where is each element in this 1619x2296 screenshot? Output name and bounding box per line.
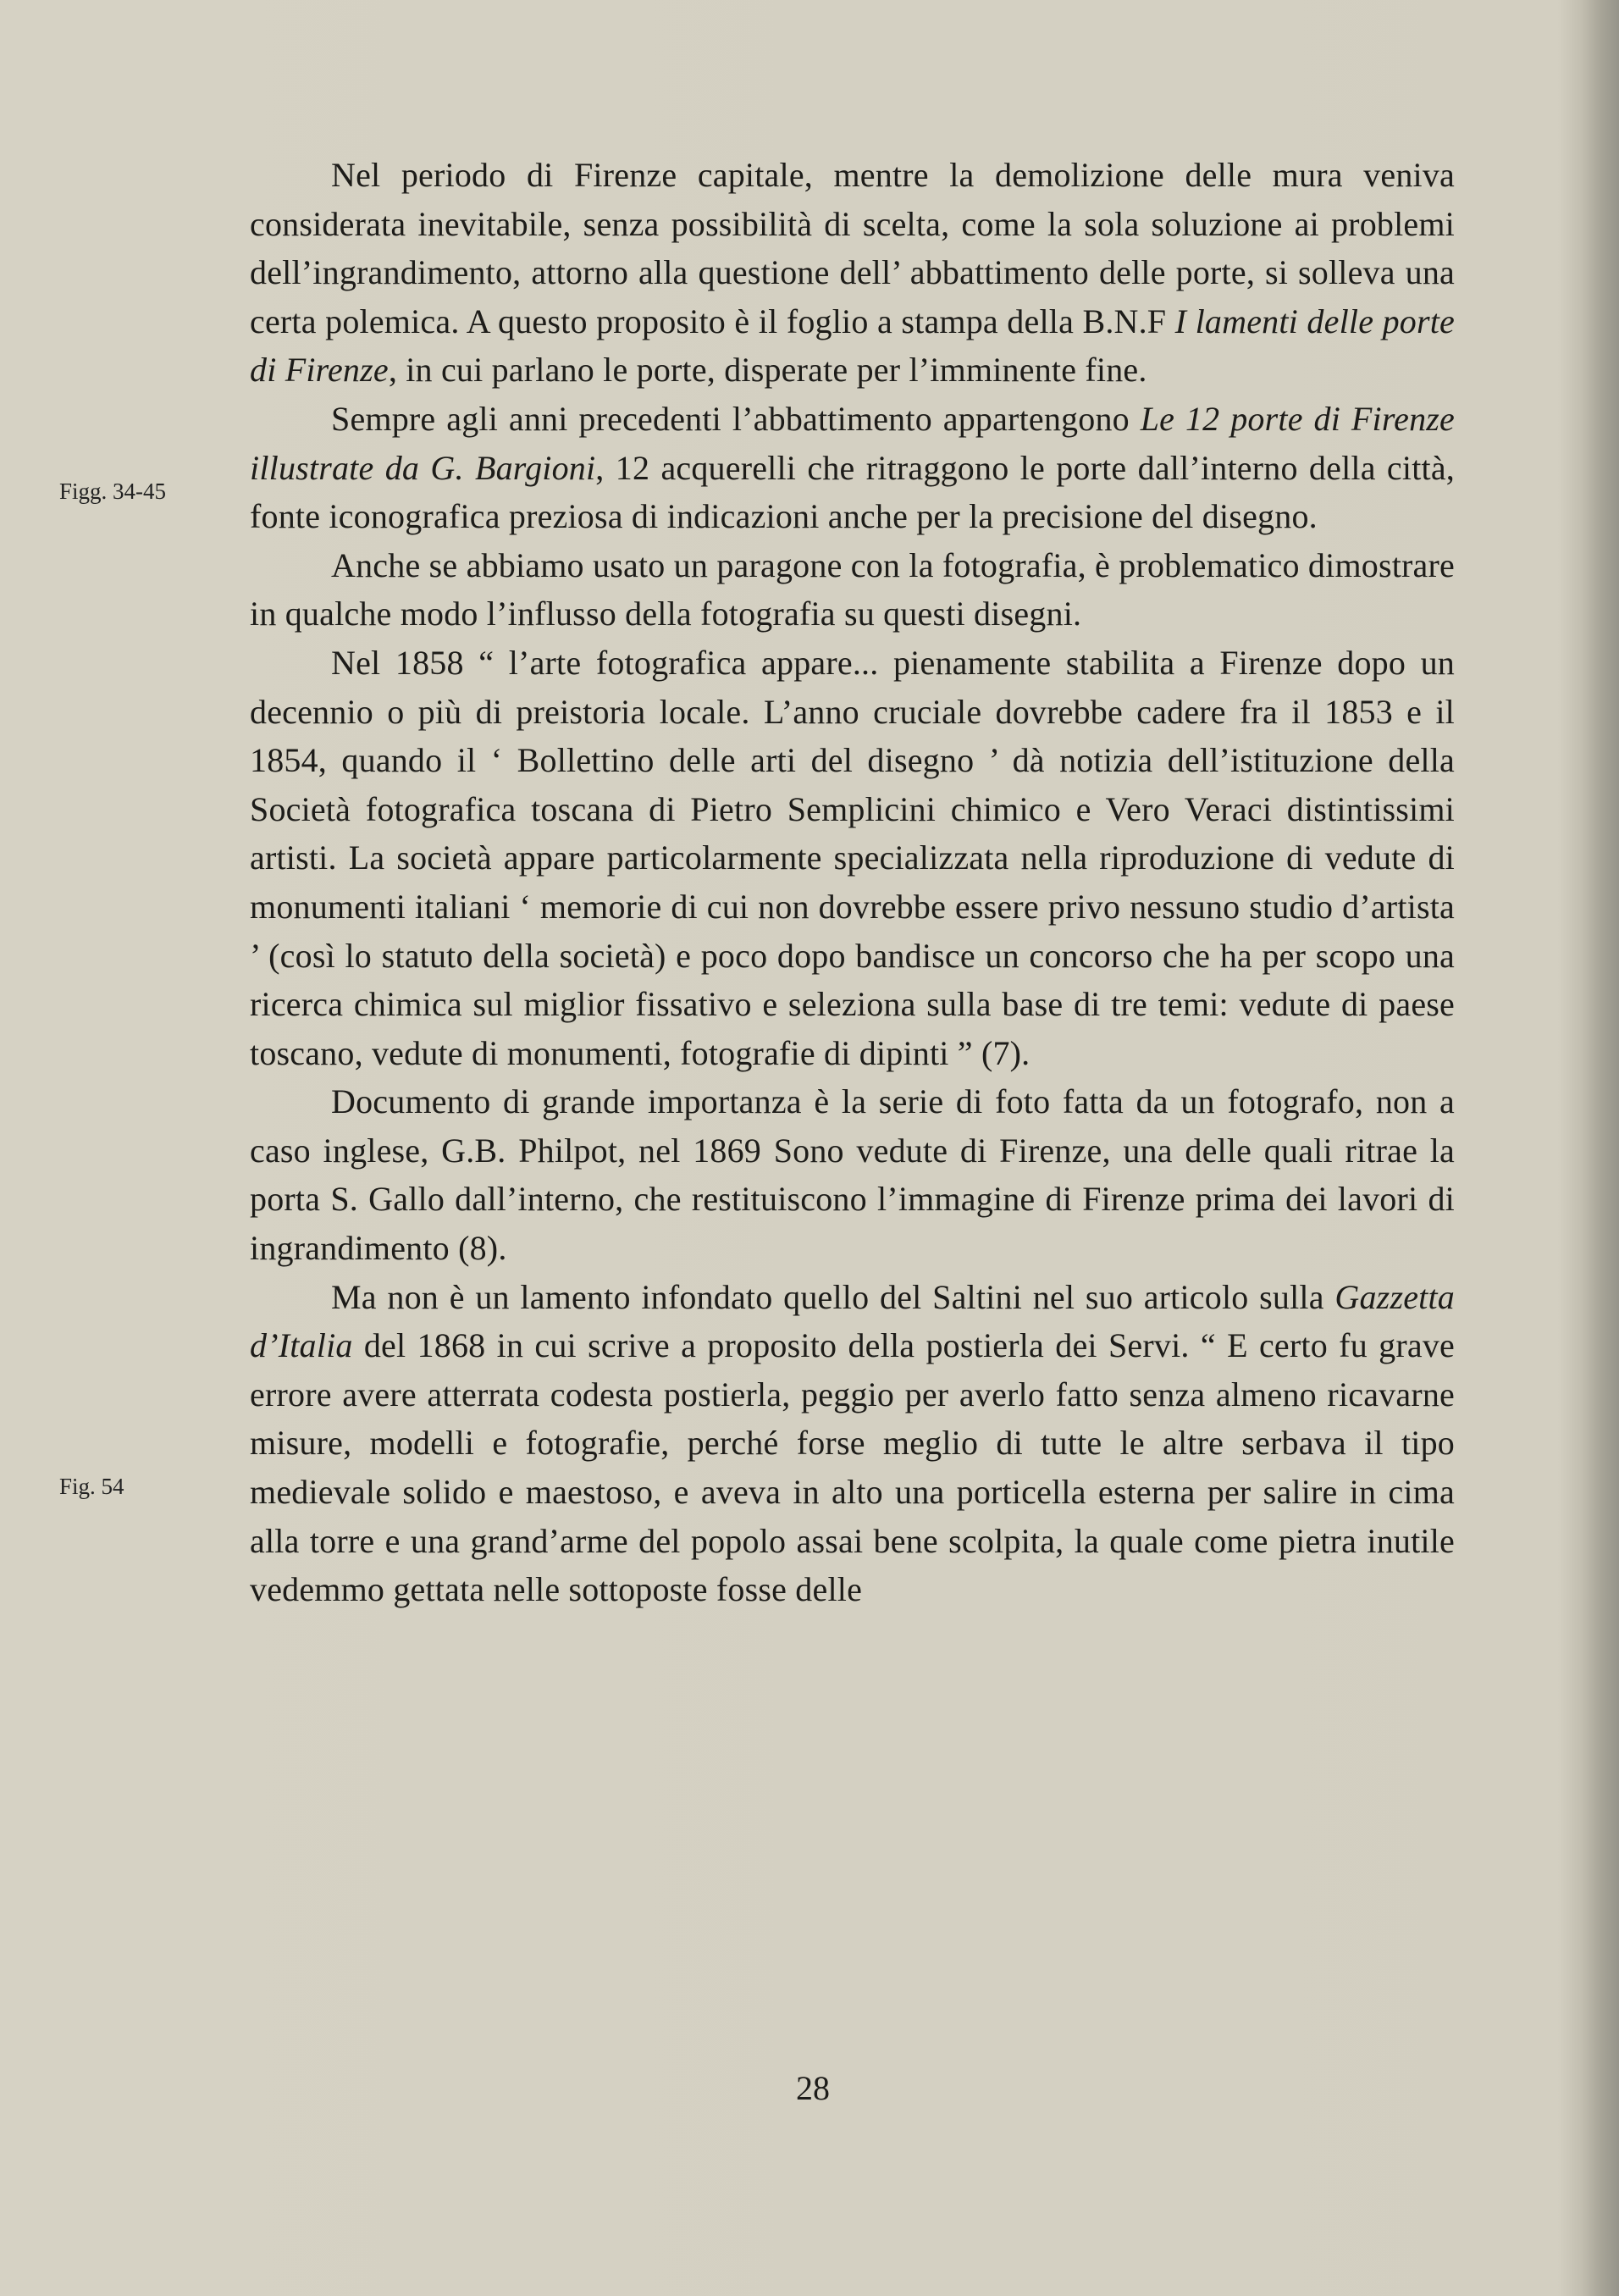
paragraph-text: Ma non è un lamento infondato quello del Saltini nel suo articolo sulla [331, 1277, 1335, 1316]
paragraph [250, 151, 1455, 395]
italic-title-text: Gazzetta d’Italia [250, 1277, 1455, 1365]
italic-title-text: Le 12 porte di Firenze illustrate da G. Bargioni [250, 399, 1455, 487]
paragraph-text: , in cui parlano le porte, disperate per l’imminente fine. [388, 351, 1147, 390]
body-text [250, 151, 1455, 1614]
margin-note-figure-54: Fig. 54 [59, 1474, 124, 1499]
paragraph-text: , 12 acquerelli che ritraggono le porte dall’interno della città, fonte iconografica preziosa di indicazioni anche per la precisione del disegno. [250, 448, 1455, 536]
italic-title-text: I lamenti delle porte di Firenze [250, 302, 1455, 390]
paragraph-text: Nel 1858 “ l’arte fotografica appare... pienamente stabilita a Firenze dopo un decennio o più di preistoria locale. L’anno cruciale dovrebbe cadere fra il 1853 e il 1854, quando il ‘ Bollettino delle arti del disegno ’ dà notizia dell’istituzione della Società fotografica toscana di Pietro Semplicini chimico e Vero Veraci distintissimi artisti. La società appare particolarmente specializzata nella riproduzione di vedute di monumenti italiani ‘ memorie di cui non dovrebbe essere privo nessuno studio d’artista ’ (così lo statuto della società) e poco dopo bandisce un concorso che ha per scopo una ricerca chimica sul miglior fissativo e seleziona sulla base di tre temi: vedute di paese toscano, vedute di monumenti, fotografie di dipinti ” (7). [250, 643, 1455, 1072]
paragraph [250, 639, 1455, 1077]
margin-note-figures-34-45: Figg. 34-45 [59, 479, 167, 504]
paragraph-text: Sempre agli anni precedenti l’abbattimento appartengono [331, 399, 1141, 438]
paragraph [250, 541, 1455, 639]
paragraph-text: Anche se abbiamo usato un paragone con la fotografia, è problematico dimostrare in qualche modo l’influsso della fotografia su questi disegni. [250, 545, 1455, 633]
paragraph-text: Documento di grande importanza è la serie di foto fatta da un fotografo, non a caso inglese, G.B. Philpot, nel 1869 Sono vedute di Firenze, una delle quali ritrae la porta S. Gallo dall’interno, che restituiscono l’immagine di Firenze prima dei lavori di ingrandimento (8). [250, 1082, 1455, 1268]
paragraph [250, 395, 1455, 541]
paragraph [250, 1273, 1455, 1614]
page-number: 28 [796, 2069, 830, 2107]
paragraph [250, 1077, 1455, 1272]
paragraph-text: del 1868 in cui scrive a proposito della postierla dei Servi. “ E certo fu grave errore avere atterrata codesta postierla, peggio per averlo fatto senza almeno ricavarne misure, modelli e fotografie, perché forse meglio di tutte le altre serbava il tipo medievale solido e maestoso, e aveva in alto una porticella esterna per salire in cima alla torre e una grand’arme del popolo assai bene scolpita, la quale come pietra inutile vedemmo gettata nelle sottoposte fosse delle [250, 1326, 1455, 1609]
paragraph-text: Nel periodo di Firenze capitale, mentre la demolizione delle mura veniva considerata inevitabile, senza possibilità di scelta, come la sola soluzione ai problemi dell’ingrandimento, attorno alla questione dell’ abbattimento delle porte, si solleva una certa polemica. A questo proposito è il foglio a stampa della B.N.F [250, 156, 1455, 340]
